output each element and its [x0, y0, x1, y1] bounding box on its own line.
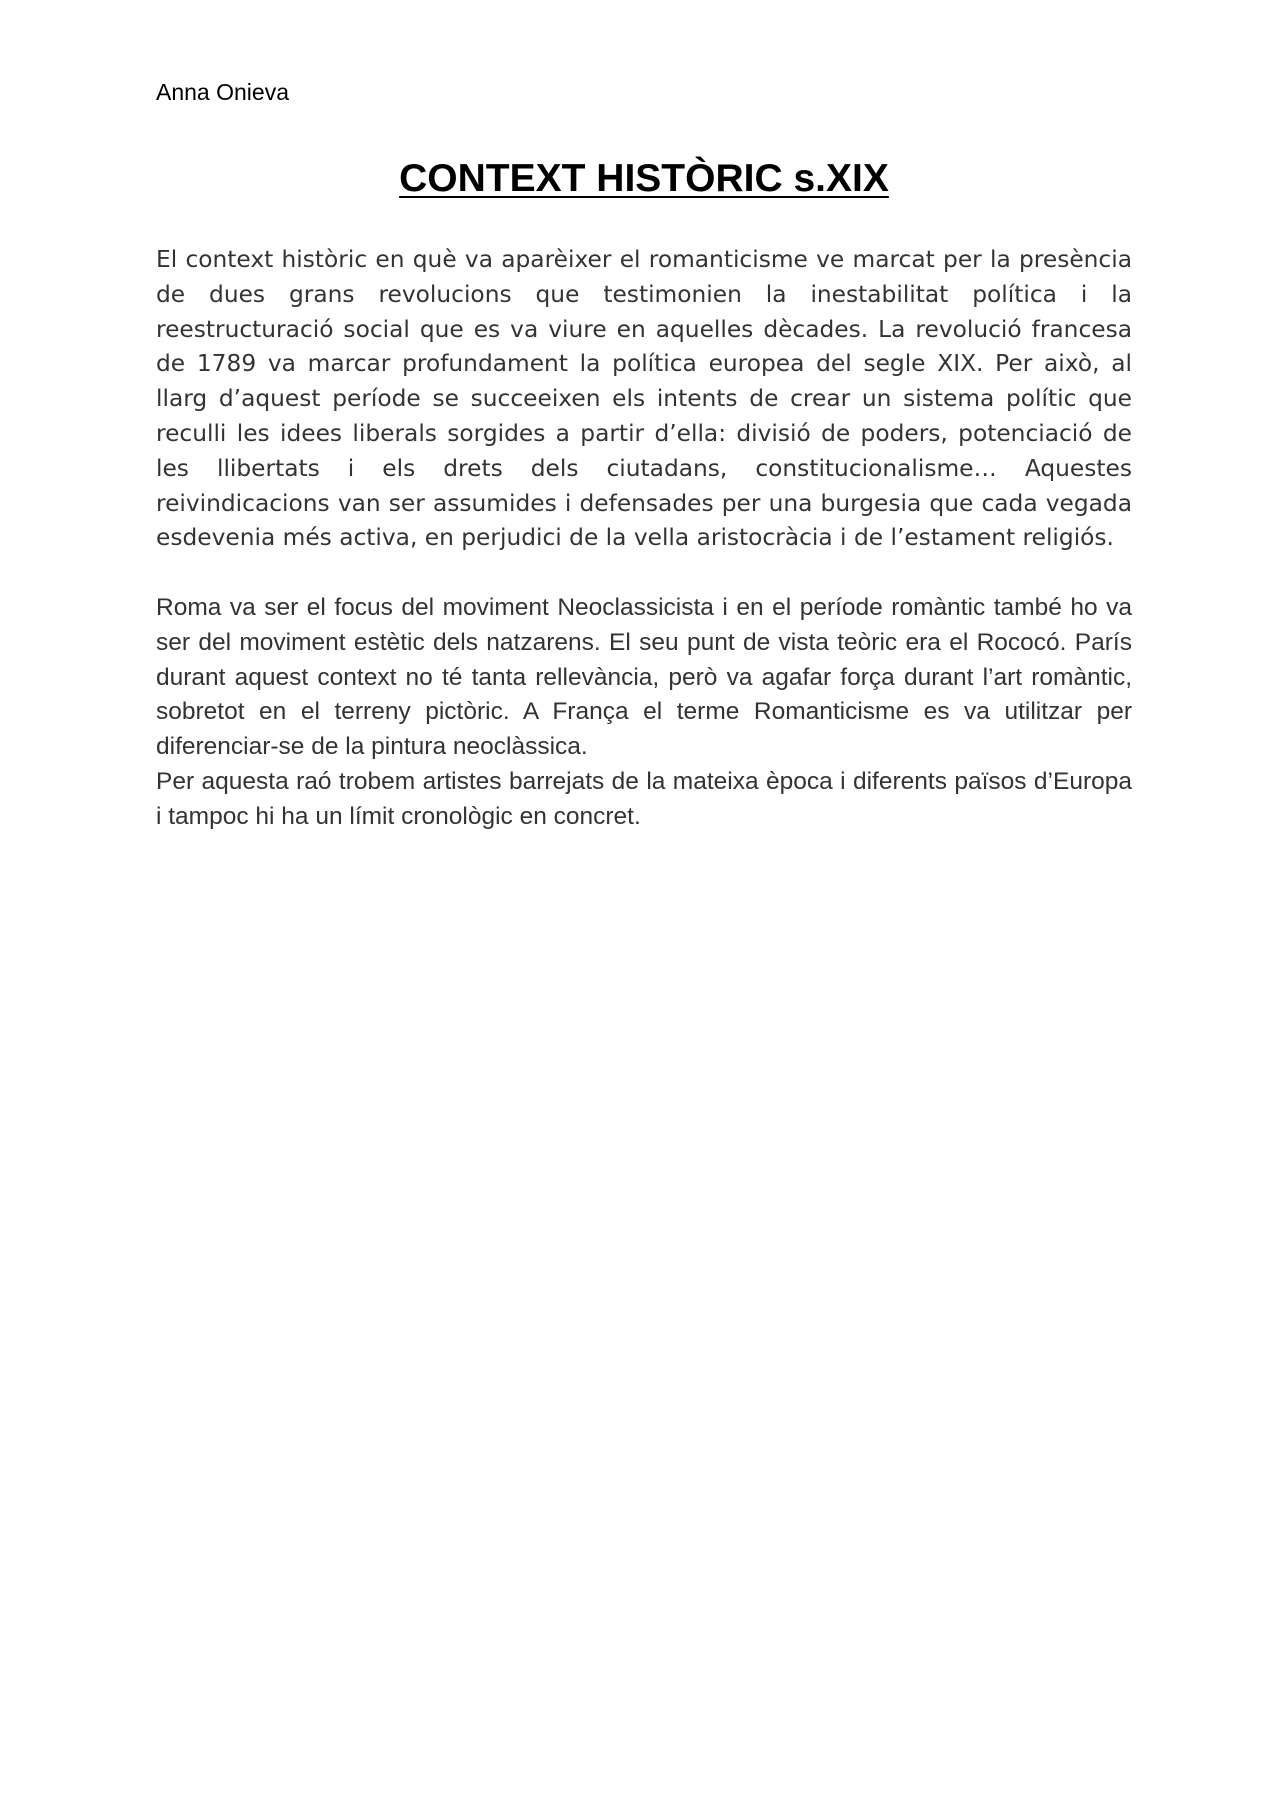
paragraph-historical-context: El context històric en què va aparèixer el romanticisme ve marcat per la presència de dues grans revolucions que testimonien la inestabilitat política i la reestructuració social que es va viure en aquelles dècades. La revolució francesa de 1789 va marcar profundament la política europea del segle XIX. Per això, al llarg d’aquest període se succeeixen els intents de crear un sistema polític que reculli les idees liberals sorgides a partir d’ella: divisió de poders, potenciació de les llibertats i els drets dels ciutadans, constitucionalisme… Aquestes reivindicacions van ser assumides i defensades per una burgesia que cada vegada esdevenia més activa, en perjudici de la vella aristocràcia i de l’estament religiós. — [156, 246, 1132, 552]
paragraph-artists: Per aquesta raó trobem artistes barrejats de la mateixa època i diferents països d’Europa i tampoc hi ha un límit cronològic en concret. — [156, 768, 1132, 830]
author-name: Anna Onieva — [156, 79, 289, 105]
document-title: CONTEXT HISTÒRIC s.XIX — [399, 157, 889, 200]
paragraph-rome-paris: Roma va ser el focus del moviment Neoclassicista i en el període romàntic també ho va ser del moviment estètic dels natzarens. El seu punt de vista teòric era el Rococó. París durant aquest context no té tanta rellevància, però va agafar força durant l’art romàntic, sobretot en el terreny pictòric. A França el terme Romanticisme es va utilitzar per diferenciar-se de la pintura neoclàssica. — [156, 594, 1132, 761]
